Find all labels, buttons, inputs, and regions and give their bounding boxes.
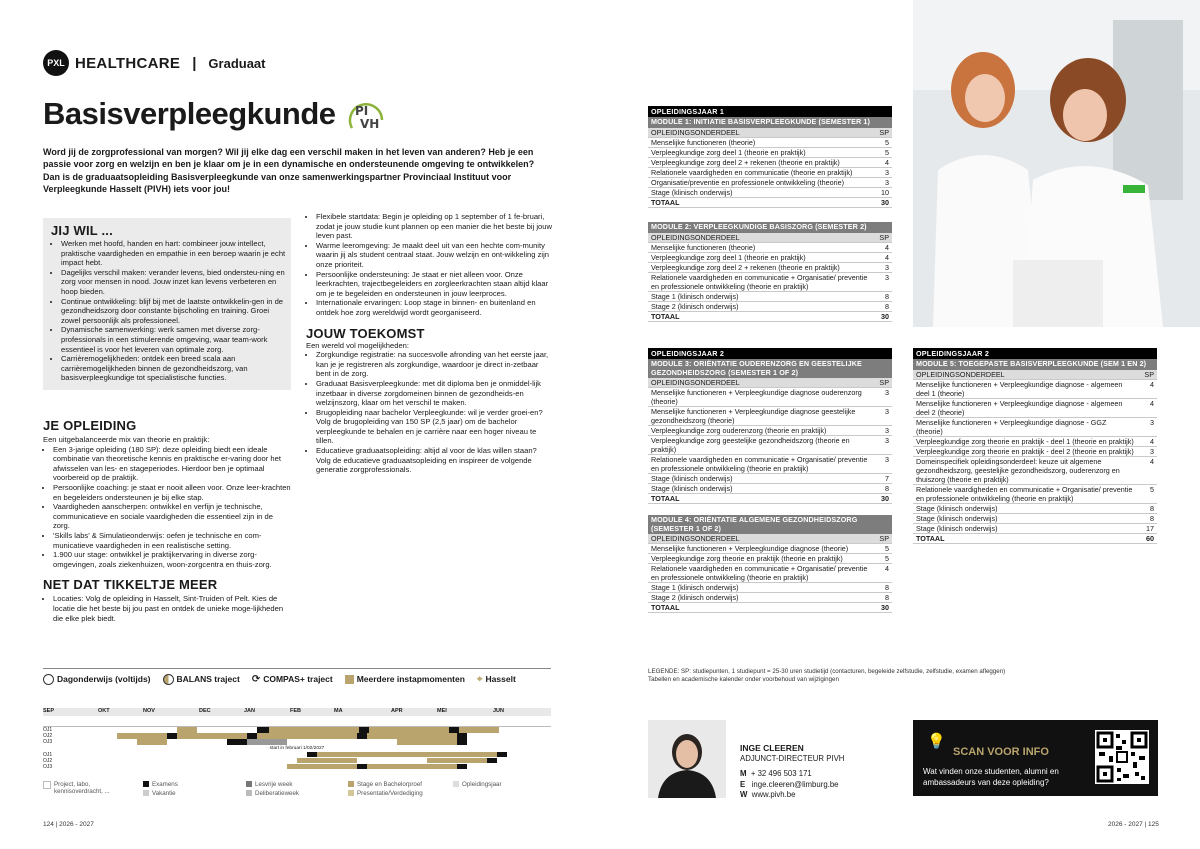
table-row: Relationele vaardigheden en communicatie + Organisatie/ preventie en professionele ontwikkeling (theorie en praktijk) 3 bbox=[648, 455, 892, 474]
table-row: Stage 1 (klinisch onderwijs) 8 bbox=[648, 291, 892, 301]
table-row: Relationele vaardigheden en communicatie + Organisatie/ preventie en professionele ontwikkeling (theorie en praktijk) 3 bbox=[648, 272, 892, 291]
table-total-row: TOTAAL 30 bbox=[648, 603, 892, 613]
table-header-row: OPLEIDINGSONDERDEEL SP bbox=[648, 534, 892, 544]
list-item: • Internationale ervaringen: Loop stage in binnen- en buitenland en ontdek hoe zorg wereldwijd wordt georganiseerd. bbox=[316, 298, 552, 317]
contact-portrait bbox=[648, 720, 726, 798]
page-title: Basisverpleegkunde bbox=[43, 96, 336, 131]
module-5-table bbox=[913, 348, 1157, 544]
module-title: MODULE 5: TOEGEPASTE BASISVERPLEEGKUNDE (SEM 1 EN 2) bbox=[913, 359, 1157, 370]
table-row: Menselijke functioneren + Verpleegkundige diagnose geestelijke gezondheidszorg (theorie) 3 bbox=[648, 407, 892, 426]
table-row: Verpleegkundige zorg theorie en praktijk - deel 2 (theorie en praktijk) 3 bbox=[913, 446, 1157, 456]
brand-name: HEALTHCARE bbox=[75, 54, 181, 72]
list-item: • Persoonlijke coaching: je staat er nooit alleen voor. Onze leer-krachten en begeleiders ondersteunen je bij elke stap. bbox=[53, 483, 291, 502]
list-item: • Flexibele startdata: Begin je opleiding op 1 september of 1 fe-bruari, zodat je jouw studie kunt plannen op een manier die het beste bij jouw leven past. bbox=[316, 212, 552, 241]
table-row: Stage (klinisch onderwijs) 8 bbox=[913, 513, 1157, 523]
list-item: • Warme leeromgeving: Je maakt deel uit van een hechte com-munity waarin jij als student centraal staat. Jouw welzijn en ont-wikkeling zijn onze prioriteit. bbox=[316, 241, 552, 270]
module-title: MODULE 1: INITIATIE BASISVERPLEEGKUNDE (SEMESTER 1) bbox=[648, 117, 892, 128]
list-item: • Dagelijks verschil maken: verander levens, bied ondersteu-ning en zorg voor mensen in nood. Jouw inzet kan levens verbeteren en hoop bieden. bbox=[61, 268, 287, 297]
lightbulb-icon: 💡 bbox=[927, 733, 946, 750]
list-item: • 'Skills labs' & Simulatieonderwijs: oefen je technische en com-municatieve vaardigheden in een realistische setting. bbox=[53, 531, 291, 550]
opleidingsjaar-2-label: OPLEIDINGSJAAR 2 bbox=[913, 348, 1157, 359]
list-item: • Brugopleiding naar bachelor Verpleegkunde: wil je verder groei-en? Volg de brugopleiding van 150 SP (2,5 jaar) om de bachelor verpleegkunde te behalen en je carrière naar een hoger niveau te tillen. bbox=[316, 408, 552, 446]
table-header-row: OPLEIDINGSONDERDEEL SP bbox=[648, 128, 892, 138]
contact-phone[interactable]: + 32 496 503 171 bbox=[750, 769, 812, 778]
calendar-note: start in februari 1/02/2027 bbox=[269, 745, 325, 751]
svg-text:VH: VH bbox=[360, 117, 380, 131]
table-total-row: TOTAAL 30 bbox=[648, 197, 892, 207]
table-row: Menselijke functioneren + Verpleegkundige diagnose - algemeen deel 1 (theorie) 4 bbox=[913, 379, 1157, 398]
list-item: • Educatieve graduaatsopleiding: altijd al voor de klas willen staan? Volg de educatieve graduaatsopleiding en inspireer de volgende generatie zorgprofessionals. bbox=[316, 446, 552, 475]
table-row: Relationele vaardigheden en communicatie + Organisatie/ preventie en professionele ontwikkeling (theorie en praktijk) 5 bbox=[913, 484, 1157, 503]
table-row: Menselijke functioneren + Verpleegkundige diagnose - GGZ (theorie) 3 bbox=[913, 417, 1157, 436]
header-separator: | bbox=[192, 54, 197, 72]
je-opleiding-section bbox=[43, 418, 291, 623]
list-item: • Dynamische samenwerking: werk samen met diverse zorg-professionals in een stimulerende omgeving, waar team-work essentieel is voor het leveren van optimale zorg. bbox=[61, 325, 287, 354]
table-row: Menselijke functioneren + Verpleegkundige diagnose (theorie) 5 bbox=[648, 544, 892, 554]
location-pin-icon: ⌖ bbox=[476, 673, 483, 685]
table-row: Menselijke functioneren + Verpleegkundige diagnose - algemeen deel 2 (theorie) 4 bbox=[913, 398, 1157, 417]
table-row: Stage (klinisch onderwijs) 8 bbox=[913, 503, 1157, 513]
jouw-toekomst-lead: Een wereld vol mogelijkheden: bbox=[306, 340, 409, 350]
legende-line: Tabellen en academische kalender onder voorbehoud van wijzigingen bbox=[648, 676, 839, 683]
legende-line: LEGENDE: SP: studiepunten, 1 studiepunt = 25-30 uren studietijd (contacturen, begeleide zelfstudie, zelfstudie, examen afleggen) bbox=[648, 668, 1006, 675]
header-section: Graduaat bbox=[208, 55, 266, 71]
table-header-row: OPLEIDINGSONDERDEEL SP bbox=[648, 233, 892, 243]
table-row: Relationele vaardigheden en communicatie (theorie en praktijk) 3 bbox=[648, 167, 892, 177]
list-item: • Continue ontwikkeling: blijf bij met de laatste ontwikkelin-gen in de gezondheidszorg door constante bijscholing en training. Groei zowel persoonlijk als professioneel. bbox=[61, 297, 287, 326]
svg-text:PI: PI bbox=[355, 104, 369, 118]
je-opleiding-lead: Een uitgebalanceerde mix van theorie en praktijk: bbox=[43, 435, 210, 444]
calendar-row: OJ2 bbox=[43, 733, 551, 739]
list-item: • Zorgkundige registratie: na succesvolle afronding van het eerste jaar, kan je je registreren als zorgkundige, waardoor je direct in-zetbaar bent in de zorg. bbox=[316, 350, 552, 379]
table-row: Verpleegkundige zorg deel 1 (theorie en praktijk) 4 bbox=[648, 252, 892, 262]
page-number-left: 124 | 2026 - 2027 bbox=[43, 821, 94, 828]
list-item: • Werken met hoofd, handen en hart: combineer jouw intellect, praktische vaardigheden en empathie in een beroep waarin je echt impact hebt. bbox=[61, 239, 287, 268]
table-row: Organisatie/preventie en professionele ontwikkeling (theorie) 3 bbox=[648, 177, 892, 187]
table-row: Stage 2 (klinisch onderwijs) 8 bbox=[648, 301, 892, 311]
list-item: • Een 3-jarige opleiding (180 SP): deze opleiding biedt een ideale combinatie van theoretische kennis en praktische er-varing door het afwisselen van les- en stageperiodes. Hierdoor ben je optimaal voorbereid op de praktijk. bbox=[53, 445, 291, 483]
table-row: Menselijke functioneren + Verpleegkundige diagnose ouderenzorg (theorie) 3 bbox=[648, 388, 892, 407]
qr-code-icon[interactable] bbox=[1095, 730, 1149, 784]
table-row: Verpleegkundige zorg ouderenzorg (theorie en praktijk) 3 bbox=[648, 426, 892, 436]
module-2-table bbox=[648, 222, 892, 322]
table-row: Stage (klinisch onderwijs) 8 bbox=[648, 484, 892, 494]
table-row: Verpleegkundige zorg geestelijke gezondheidszorg (theorie en praktijk) 3 bbox=[648, 436, 892, 455]
circle-icon bbox=[43, 674, 54, 685]
table-row: Menselijke functioneren (theorie) 5 bbox=[648, 137, 892, 147]
table-row: Stage (klinisch onderwijs) 17 bbox=[913, 523, 1157, 533]
module-1-table bbox=[648, 106, 892, 208]
list-item: • Graduaat Basisverpleegkunde: met dit diploma ben je onmiddel-lijk inzetbaar in diverse zorgdomeinen binnen de gezondheids-en welzijnszorg, klaar om het verschil te maken. bbox=[316, 379, 552, 408]
legende-note bbox=[648, 668, 1148, 684]
table-header-row: OPLEIDINGSONDERDEEL SP bbox=[913, 370, 1157, 380]
compass-icon: ⟳ bbox=[251, 673, 261, 685]
contact-role: ADJUNCT-DIRECTEUR PIVH bbox=[740, 753, 845, 763]
je-opleiding-heading: JE OPLEIDING bbox=[43, 418, 137, 433]
calendar-row: OJ3 bbox=[43, 764, 551, 770]
legend-hasselt: ⌖ Hasselt bbox=[476, 673, 516, 685]
pxl-logo-mark: PXL bbox=[43, 50, 69, 76]
calendar-row: OJ2 bbox=[43, 758, 551, 764]
table-total-row: TOTAAL 60 bbox=[913, 533, 1157, 543]
academic-calendar bbox=[43, 708, 551, 770]
scan-title: SCAN VOOR INFO bbox=[953, 746, 1049, 758]
table-row: Stage 2 (klinisch onderwijs) 8 bbox=[648, 593, 892, 603]
half-circle-icon bbox=[163, 674, 174, 685]
table-row: Relationele vaardigheden en communicatie + Organisatie/ preventie en professionele ontwikkeling (theorie en praktijk) 4 bbox=[648, 564, 892, 583]
pivh-logo bbox=[348, 98, 386, 132]
calendar-icon bbox=[345, 675, 354, 684]
table-row: Verpleegkundige zorg deel 1 (theorie en praktijk) 5 bbox=[648, 147, 892, 157]
contact-website[interactable]: www.pivh.be bbox=[751, 790, 796, 799]
calendar-row: OJ1 bbox=[43, 727, 551, 733]
list-item: • Locaties: Volg de opleiding in Hasselt, Sint-Truiden of Pelt. Kies de locatie die het beste bij jou past en ontdek de unieke moge-lijkheden die elke plek biedt. bbox=[53, 594, 291, 623]
students-photo bbox=[913, 0, 1200, 327]
jij-wil-heading: JIJ WIL ... bbox=[51, 223, 113, 238]
list-item: • 1.900 uur stage: ontwikkel je praktijkervaring in diverse zorg-omgevingen, zoals ziekenhuizen, woon-zorgcentra en thuis-zorg. bbox=[53, 550, 291, 569]
legend-instap: Meerdere instapmomenten bbox=[345, 674, 465, 684]
jouw-toekomst-heading: JOUW TOEKOMST bbox=[306, 325, 425, 341]
list-item: • Persoonlijke ondersteuning: Je staat er niet alleen voor. Onze leerkrachten, trajectbegeleiders en zorgleerkrachten staan altijd klaar om je te begeleiden en ondersteunen in jouw leerproces. bbox=[316, 270, 552, 299]
table-row: Verpleegkundige zorg theorie en praktijk (theorie en praktijk) 5 bbox=[648, 554, 892, 564]
table-row: Domeinspecifiek opleidingsonderdeel: keuze uit algemene gezondheidszorg, geestelijke gezondheidszorg, ouderenzorg en thuiszorg (theorie en praktijk) 4 bbox=[913, 456, 1157, 484]
table-row: Stage (klinisch onderwijs) 7 bbox=[648, 474, 892, 484]
table-row: Stage 1 (klinisch onderwijs) 8 bbox=[648, 583, 892, 593]
table-total-row: TOTAAL 30 bbox=[648, 311, 892, 321]
table-total-row: TOTAAL 30 bbox=[648, 494, 892, 504]
table-row: Verpleegkundige zorg theorie en praktijk - deel 1 (theorie en praktijk) 4 bbox=[913, 436, 1157, 446]
legend-balans: BALANS traject bbox=[163, 674, 240, 685]
contact-name: INGE CLEEREN bbox=[740, 743, 804, 753]
module-title: MODULE 3: ORIËNTATIE OUDERENZORG EN GEESTELIJKE GEZONDHEIDSZORG (SEMESTER 1 OF 2) bbox=[648, 359, 892, 378]
calendar-months: SEP OKT NOV DEC JAN FEB MA APR MEI JUN bbox=[43, 708, 551, 716]
legend-dagonderwijs: Dagonderwijs (voltijds) bbox=[43, 674, 151, 685]
scan-text: Wat vinden onze studenten, alumni en ambassadeurs van deze opleiding? bbox=[923, 767, 1059, 787]
opleidingsjaar-2-label: OPLEIDINGSJAAR 2 bbox=[648, 348, 892, 359]
table-row: Menselijke functioneren (theorie) 4 bbox=[648, 242, 892, 252]
list-item: • Carrièremogelijkheden: ontdek een breed scala aan carrièremogelijkheden binnen de gezondheidszorg, van basisverpleegkundige tot specialistische functies. bbox=[61, 354, 287, 383]
scan-info-box[interactable] bbox=[913, 720, 1158, 796]
module-title: MODULE 4: ORIËNTATIE ALGEMENE GEZONDHEIDSZORG (SEMESTER 1 OF 2) bbox=[648, 515, 892, 534]
jij-wil-box bbox=[43, 218, 291, 390]
table-header-row: OPLEIDINGSONDERDEEL SP bbox=[648, 378, 892, 388]
table-row: Verpleegkundige zorg deel 2 + rekenen (theorie en praktijk) 3 bbox=[648, 262, 892, 272]
calendar-row: OJ3 bbox=[43, 739, 551, 745]
intro-paragraph: Word jij de zorgprofessional van morgen? Wil jij elke dag een verschil maken in het leven van anderen? Heb je een passie voor zorg en welzijn en ben je klaar om je in een dynamische en ondersteunende omgeving te ontwikkelen? Dan is de graduaatsopleiding Basisverpleegkunde van onze samenwerkingspartner Provinciaal Instituut voor Verpleegkunde Hasselt (PIVH) iets voor jou! bbox=[43, 147, 535, 195]
tikkeltje-heading: NET DAT TIKKELTJE MEER bbox=[43, 577, 218, 593]
opleidingsjaar-1-label: OPLEIDINGSJAAR 1 bbox=[648, 106, 892, 117]
page-number-right: 2026 - 2027 | 125 bbox=[1108, 821, 1159, 828]
contact-email[interactable]: inge.cleeren@limburg.be bbox=[751, 779, 839, 789]
list-item: • Vaardigheden aanscherpen: ontwikkel en verfijn je technische, communicatieve en sociale vaardigheden die essentieel zijn in de zorg. bbox=[53, 502, 291, 531]
pxl-logo bbox=[43, 50, 266, 76]
column-two bbox=[306, 212, 552, 475]
table-row: Verpleegkundige zorg deel 2 + rekenen (theorie en praktijk) 4 bbox=[648, 157, 892, 167]
module-4-table bbox=[648, 515, 892, 613]
calendar-row: OJ1 bbox=[43, 752, 551, 758]
legend-compas: ⟳ COMPAS+ traject bbox=[251, 673, 333, 685]
program-type-legend bbox=[43, 668, 551, 689]
module-3-table bbox=[648, 348, 892, 504]
module-title: MODULE 2: VERPLEEGKUNDIGE BASISZORG (SEMESTER 2) bbox=[648, 222, 892, 233]
table-row: Stage (klinisch onderwijs) 10 bbox=[648, 187, 892, 197]
contact-info: INGE CLEEREN ADJUNCT-DIRECTEUR PIVH M + 32 496 503 171 E inge.cleeren@limburg.be W www.pivh.be bbox=[740, 743, 845, 799]
